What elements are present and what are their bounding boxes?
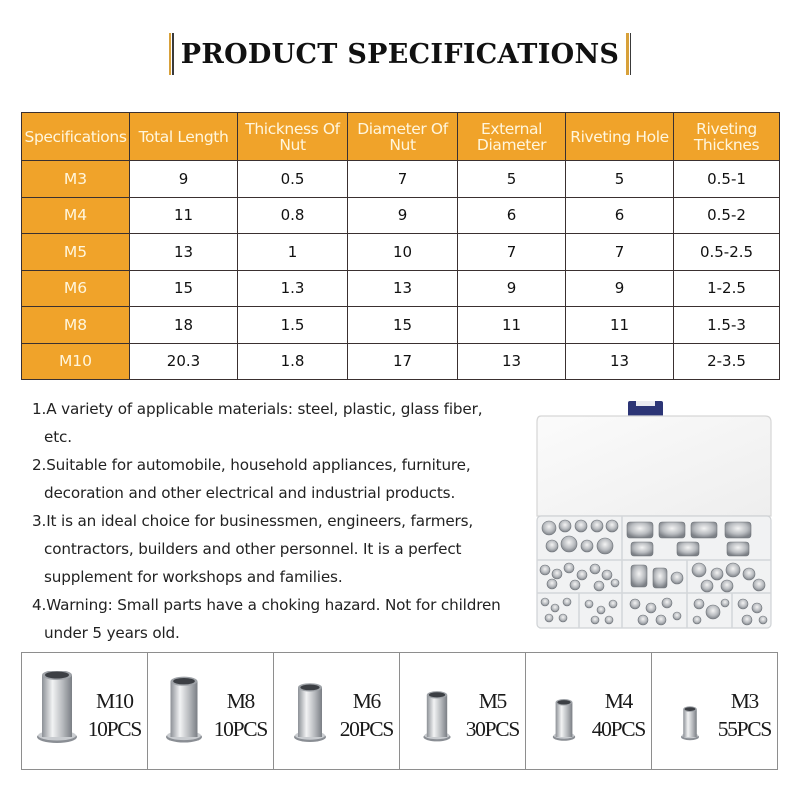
spec-size-cell: M10 — [22, 343, 130, 380]
spec-value-cell: 13 — [566, 343, 674, 380]
header-external-diameter: External Diameter — [458, 113, 566, 161]
size-cell-m6 — [274, 653, 400, 769]
header-specifications: Specifications — [22, 113, 130, 161]
size-cell-m4 — [526, 653, 652, 769]
spec-value-cell: 7 — [566, 234, 674, 271]
spec-value-cell: 13 — [348, 270, 458, 307]
spec-value-cell: 0.8 — [238, 197, 348, 234]
spec-value-cell: 1-2.5 — [674, 270, 780, 307]
spec-value-cell: 9 — [130, 161, 238, 198]
feature-item: 2.Suitable for automobile, household appliances, furniture, decoration and other electrical and industrial products. — [32, 456, 471, 502]
rivet-nut-case-icon — [527, 398, 782, 634]
spec-value-cell: 5 — [458, 161, 566, 198]
rivet-nut-icon — [285, 671, 335, 755]
rivet-nut-icon — [665, 671, 715, 755]
spec-value-cell: 0.5-2 — [674, 197, 780, 234]
spec-value-cell: 9 — [458, 270, 566, 307]
spec-value-cell: 0.5 — [238, 161, 348, 198]
spec-value-cell: 2-3.5 — [674, 343, 780, 380]
spec-size-cell: M8 — [22, 307, 130, 344]
spec-value-cell: 6 — [458, 197, 566, 234]
spec-value-cell: 18 — [130, 307, 238, 344]
spec-table — [21, 112, 780, 380]
size-name: M6 — [352, 689, 380, 713]
header-riveting-hole: Riveting Hole — [566, 113, 674, 161]
size-cell-m3 — [652, 653, 777, 769]
size-quantity: 40PCS — [591, 717, 645, 741]
rivet-nut-icon — [412, 671, 462, 755]
spec-value-cell: 9 — [348, 197, 458, 234]
spec-value-cell: 1 — [238, 234, 348, 271]
spec-value-cell: 20.3 — [130, 343, 238, 380]
spec-value-cell: 10 — [348, 234, 458, 271]
spec-table-row — [22, 161, 780, 198]
size-quantity: 10PCS — [213, 717, 267, 741]
spec-size-cell: M5 — [22, 234, 130, 271]
spec-size-cell: M4 — [22, 197, 130, 234]
header-diameter-of-nut: Diameter Of Nut — [348, 113, 458, 161]
spec-value-cell: 15 — [348, 307, 458, 344]
spec-value-cell: 7 — [458, 234, 566, 271]
feature-item: 4.Warning: Small parts have a choking hazard. Not for children under 5 years old. — [32, 596, 501, 642]
spec-value-cell: 1.3 — [238, 270, 348, 307]
spec-value-cell: 1.5 — [238, 307, 348, 344]
header-riveting-thickness: Riveting Thicknes — [674, 113, 780, 161]
size-quantity: 20PCS — [339, 717, 393, 741]
spec-value-cell: 1.5-3 — [674, 307, 780, 344]
spec-value-cell: 0.5-1 — [674, 161, 780, 198]
size-cell-m10 — [22, 653, 148, 769]
size-label — [340, 687, 393, 743]
spec-value-cell: 11 — [458, 307, 566, 344]
spec-table-row — [22, 197, 780, 234]
rivet-nut-icon — [32, 671, 82, 755]
spec-value-cell: 5 — [566, 161, 674, 198]
title-accent-right — [626, 33, 631, 75]
size-label — [718, 687, 771, 743]
spec-value-cell: 6 — [566, 197, 674, 234]
size-name: M5 — [478, 689, 506, 713]
spec-table-row — [22, 234, 780, 271]
size-label — [592, 687, 645, 743]
size-name: M3 — [730, 689, 758, 713]
header-total-length: Total Length — [130, 113, 238, 161]
page-title-wrap — [0, 33, 800, 75]
spec-value-cell: 15 — [130, 270, 238, 307]
title-accent-left — [169, 33, 174, 75]
feature-item: 3.It is an ideal choice for businessmen, engineers, farmers, contractors, builders and other personnel. It is a perfect supplement for workshops and families. — [32, 512, 474, 586]
spec-value-cell: 1.8 — [238, 343, 348, 380]
rivet-nut-icon — [539, 671, 589, 755]
size-label — [466, 687, 519, 743]
size-name: M8 — [226, 689, 254, 713]
spec-value-cell: 7 — [348, 161, 458, 198]
size-quantity: 55PCS — [717, 717, 771, 741]
size-quantity-strip — [21, 652, 778, 770]
spec-value-cell: 13 — [458, 343, 566, 380]
spec-value-cell: 9 — [566, 270, 674, 307]
size-cell-m8 — [148, 653, 274, 769]
size-name: M10 — [96, 689, 133, 713]
size-cell-m5 — [400, 653, 526, 769]
rivet-nut-icon — [159, 671, 209, 755]
spec-table-row — [22, 307, 780, 344]
spec-value-cell: 11 — [130, 197, 238, 234]
size-name: M4 — [604, 689, 632, 713]
product-box-image — [527, 398, 782, 634]
feature-list — [32, 395, 512, 647]
page-title: PRODUCT SPECIFICATIONS — [180, 38, 620, 70]
spec-value-cell: 0.5-2.5 — [674, 234, 780, 271]
header-thickness-of-nut: Thickness Of Nut — [238, 113, 348, 161]
spec-value-cell: 17 — [348, 343, 458, 380]
spec-table-row — [22, 343, 780, 380]
spec-table-row — [22, 270, 780, 307]
spec-size-cell: M6 — [22, 270, 130, 307]
feature-item: 1.A variety of applicable materials: steel, plastic, glass fiber, etc. — [32, 400, 483, 446]
spec-table-header-row — [22, 113, 780, 161]
size-quantity: 10PCS — [87, 717, 141, 741]
spec-value-cell: 11 — [566, 307, 674, 344]
size-quantity: 30PCS — [465, 717, 519, 741]
spec-value-cell: 13 — [130, 234, 238, 271]
size-label — [88, 687, 141, 743]
spec-size-cell: M3 — [22, 161, 130, 198]
size-label — [214, 687, 267, 743]
